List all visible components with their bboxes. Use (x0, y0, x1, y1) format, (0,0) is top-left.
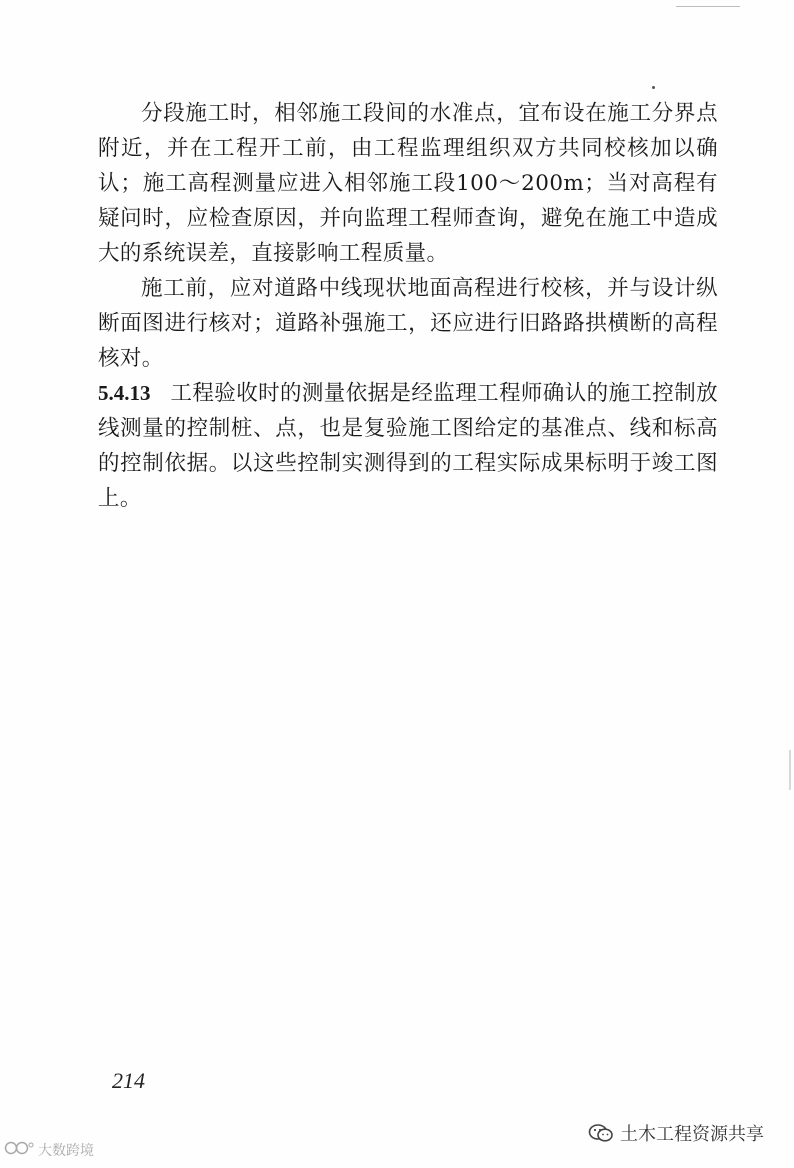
clause-number: 5.4.13 (98, 381, 151, 405)
watermark-right-text: 土木工程资源共享 (620, 1124, 764, 1145)
wechat-icon (588, 1123, 614, 1143)
scan-edge-mark (789, 750, 791, 790)
paragraph-2: 施工前，应对道路中线现状地面高程进行校核，并与设计纵断面图进行核对；道路补强施工，还应进行旧路路拱横断的高程核对。 (98, 276, 718, 371)
document-body (98, 96, 718, 516)
cc-logo-icon (4, 1141, 34, 1159)
clause-5-4-13 (98, 376, 718, 516)
watermark-left (4, 1140, 94, 1160)
watermark-left-text: 大数跨境 (38, 1143, 94, 1159)
watermark-right (588, 1120, 764, 1146)
paragraph-1: 分段施工时，相邻施工段间的水准点，宜布设在施工分界点附近，并在工程开工前，由工程监理组织双方共同校核加以确认；施工高程测量应进入相邻施工段100～200m；当对高程有疑问时，应检查原因，并向监理工程师查询，避免在施工中造成大的系统误差，直接影响工程质量。 (98, 101, 718, 266)
page-number: 214 (112, 1068, 145, 1093)
scan-dot (652, 86, 655, 89)
clause-text: 工程验收时的测量依据是经监理工程师确认的施工控制放线测量的控制桩、点，也是复验施工图给定的基准点、线和标高的控制依据。以这些控制实测得到的工程实际成果标明于竣工图上。 (98, 381, 719, 511)
top-rule (676, 6, 740, 7)
